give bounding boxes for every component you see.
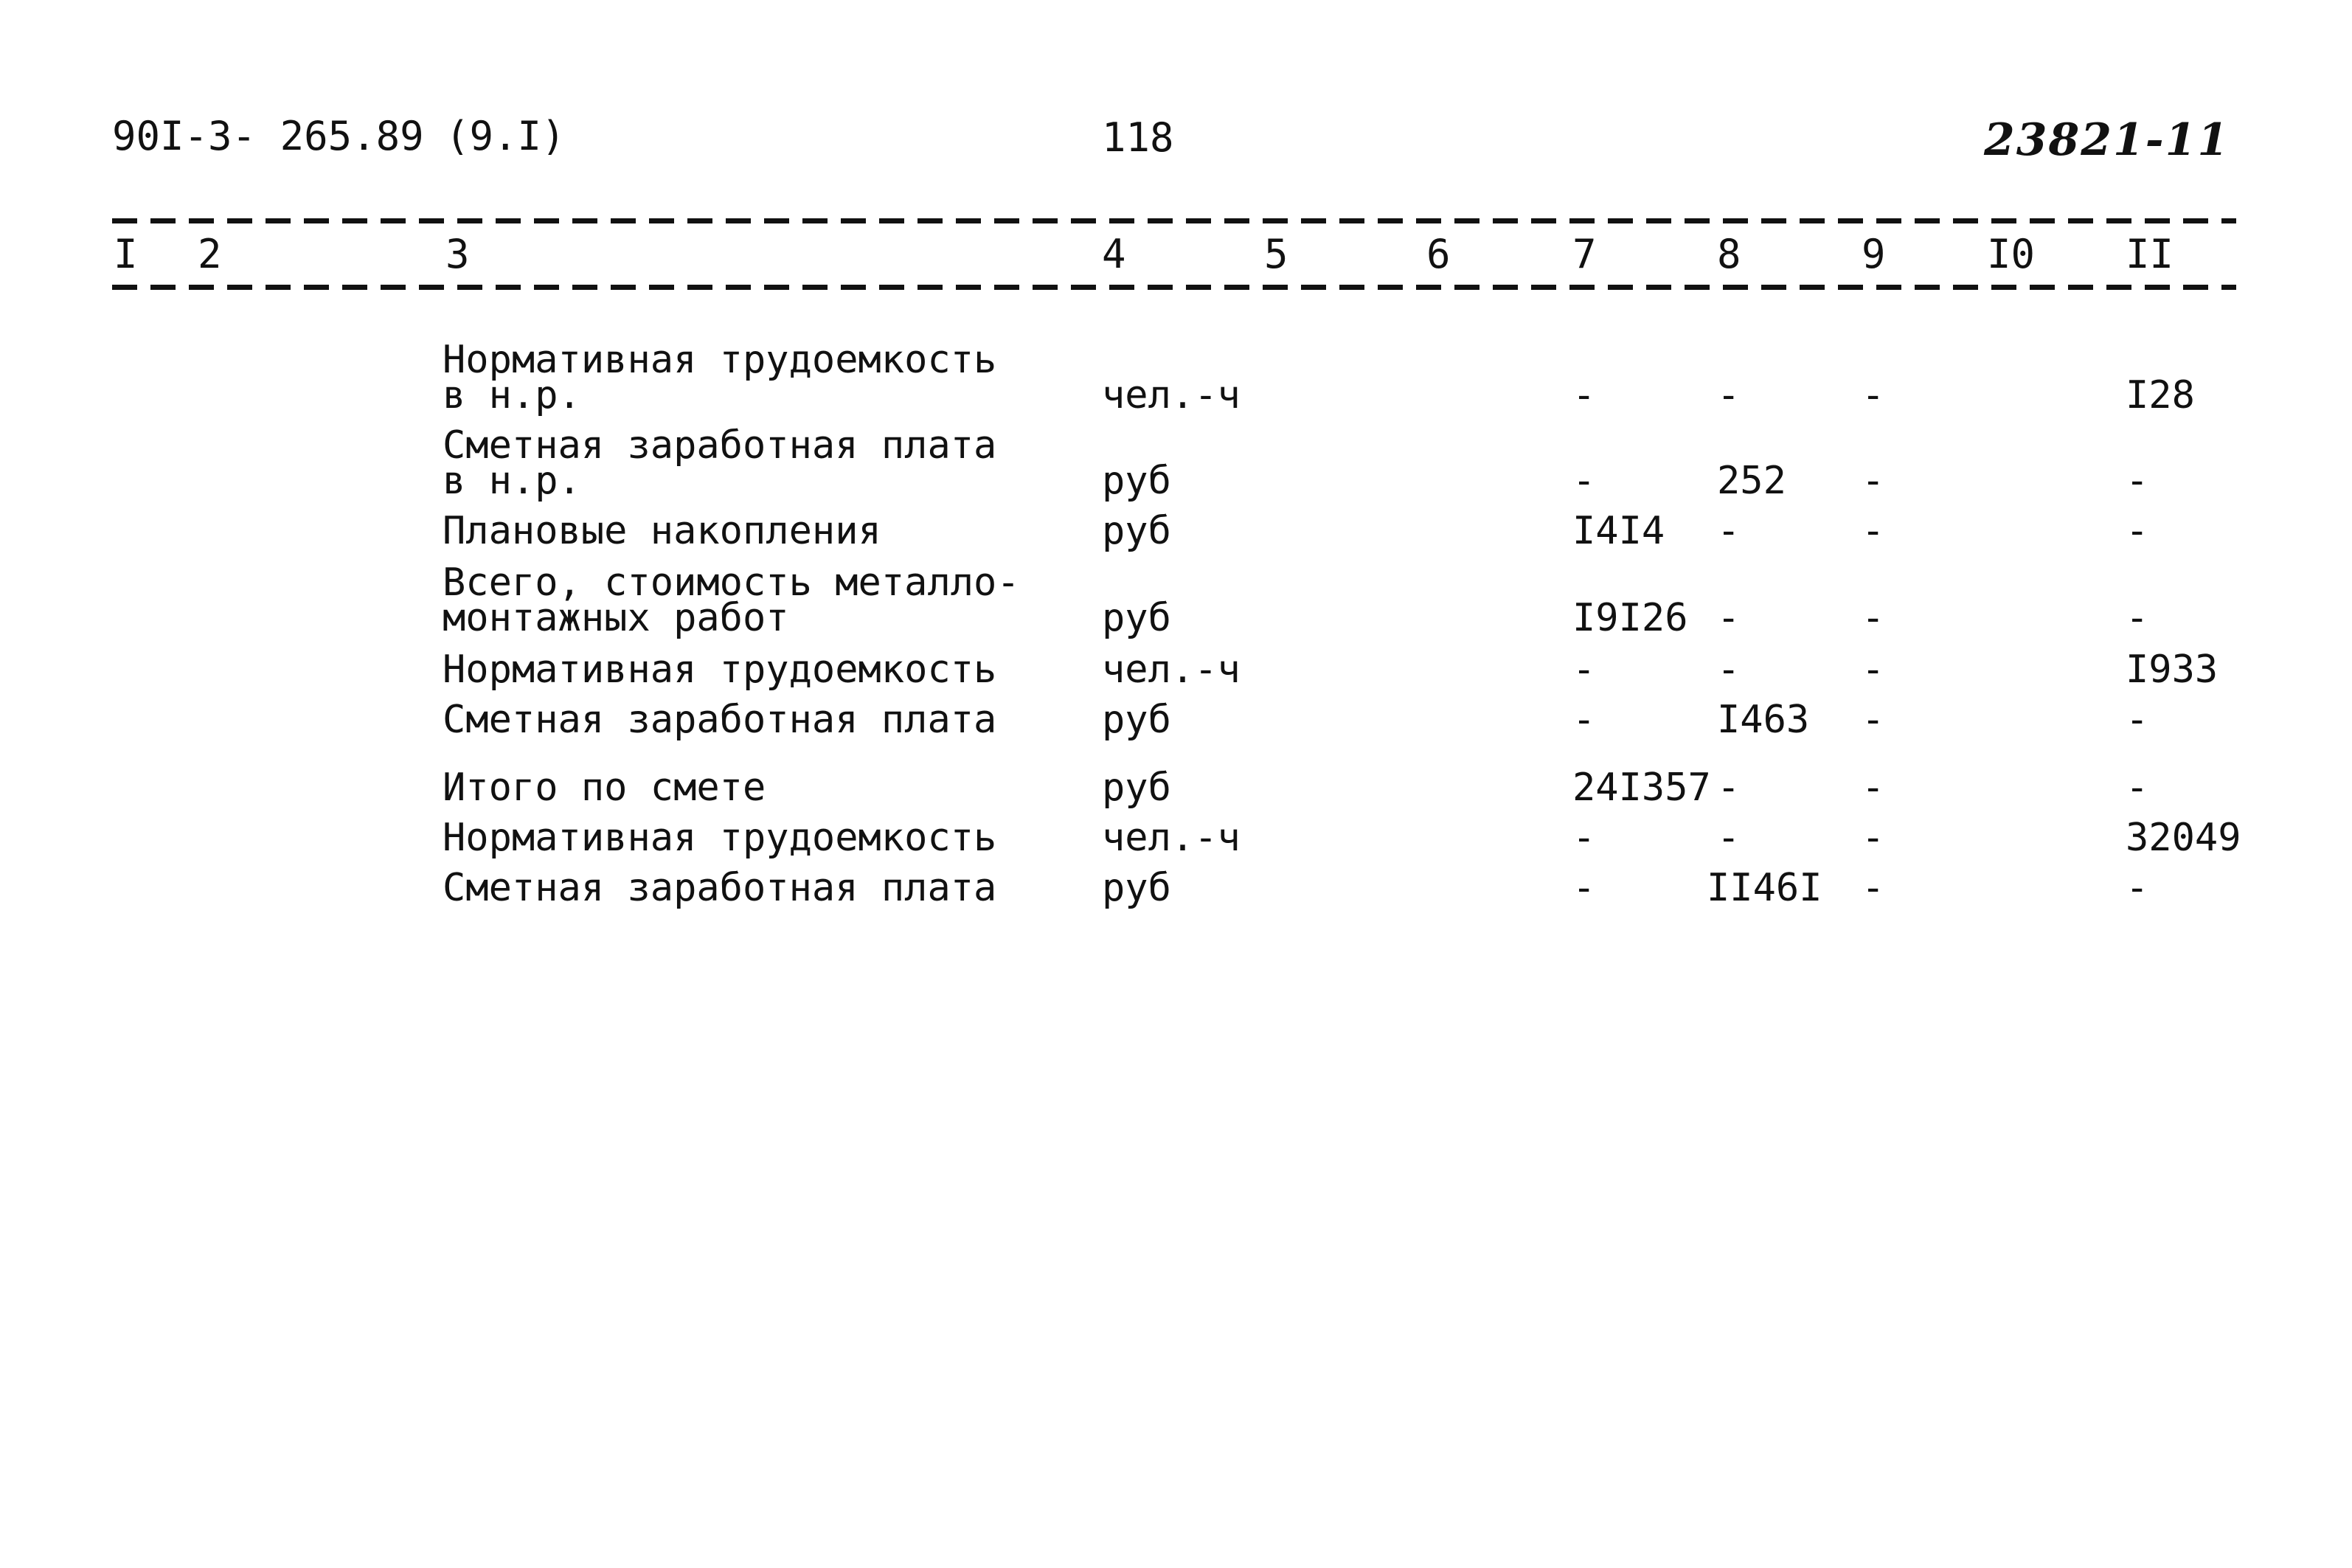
row-unit: руб <box>1102 509 1171 553</box>
row-name: Сметная заработная плата <box>443 866 997 910</box>
row-unit: руб <box>1102 766 1171 810</box>
row-col7: - <box>1572 866 1596 910</box>
row-col8: - <box>1717 596 1741 640</box>
row-col9: - <box>1862 766 1885 810</box>
row-unit: чел.-ч <box>1102 816 1241 860</box>
row-col11: I28 <box>2126 373 2195 417</box>
row-col11: - <box>2126 509 2149 553</box>
row-col8: - <box>1717 648 1741 692</box>
row-col9: - <box>1862 698 1885 742</box>
row-name: Всего, стоимость металло- <box>443 561 1020 605</box>
row-unit: руб <box>1102 459 1171 503</box>
row-unit: чел.-ч <box>1102 648 1241 692</box>
row-col8: I463 <box>1717 698 1810 742</box>
row-col8: 252 <box>1717 459 1786 503</box>
section-number: (9.I) <box>445 113 566 159</box>
row-name: Итого по смете <box>443 766 766 810</box>
row-name: Сметная заработная плата <box>443 423 997 468</box>
column-number: 3 <box>445 231 470 277</box>
row-name: Нормативная трудоемкость <box>443 816 997 860</box>
table-top-rule <box>112 218 2236 223</box>
column-number: 8 <box>1717 231 1741 277</box>
row-col11: - <box>2126 866 2149 910</box>
row-col7: - <box>1572 648 1596 692</box>
row-col9: - <box>1862 816 1885 860</box>
row-name-continued: монтажных работ <box>443 596 789 640</box>
row-col8: - <box>1717 509 1741 553</box>
column-number: 9 <box>1862 231 1886 277</box>
row-col9: - <box>1862 648 1885 692</box>
row-name-continued: в н.р. <box>443 373 581 417</box>
row-col11: 32049 <box>2126 816 2241 860</box>
document-code: 90I-3- 265.89 <box>112 113 424 159</box>
table-header-rule <box>112 285 2236 290</box>
row-col7: I9I26 <box>1572 596 1688 640</box>
row-col9: - <box>1862 596 1885 640</box>
column-number: I <box>114 231 138 277</box>
row-col9: - <box>1862 373 1885 417</box>
row-col11: - <box>2126 459 2149 503</box>
row-name: Сметная заработная плата <box>443 698 997 742</box>
row-col8: - <box>1717 373 1741 417</box>
inventory-number: 23821-11 <box>1984 114 2230 166</box>
column-number: 7 <box>1572 231 1597 277</box>
row-unit: руб <box>1102 698 1171 742</box>
row-col7: I4I4 <box>1572 509 1665 553</box>
row-unit: чел.-ч <box>1102 373 1241 417</box>
row-col9: - <box>1862 509 1885 553</box>
row-name: Нормативная трудоемкость <box>443 648 997 692</box>
row-col9: - <box>1862 459 1885 503</box>
row-col8: - <box>1717 766 1741 810</box>
row-unit: руб <box>1102 596 1171 640</box>
column-number: 5 <box>1264 231 1288 277</box>
row-unit: руб <box>1102 866 1171 910</box>
row-col7: 24I357 <box>1572 766 1711 810</box>
row-name: Нормативная трудоемкость <box>443 338 997 382</box>
column-number: 2 <box>198 231 222 277</box>
column-number: II <box>2126 231 2174 277</box>
row-col7: - <box>1572 459 1596 503</box>
row-col9: - <box>1862 866 1885 910</box>
row-col7: - <box>1572 816 1596 860</box>
page-number: 118 <box>1102 114 1174 161</box>
row-name-continued: в н.р. <box>443 459 581 503</box>
row-col7: - <box>1572 373 1596 417</box>
row-col11: - <box>2126 596 2149 640</box>
row-col8: II46I <box>1707 866 1822 910</box>
row-name: Плановые накопления <box>443 509 881 553</box>
row-col11: I933 <box>2126 648 2219 692</box>
column-number: I0 <box>1987 231 2036 277</box>
column-number: 6 <box>1426 231 1451 277</box>
row-col8: - <box>1717 816 1741 860</box>
row-col11: - <box>2126 698 2149 742</box>
row-col7: - <box>1572 698 1596 742</box>
row-col11: - <box>2126 766 2149 810</box>
column-number: 4 <box>1102 231 1126 277</box>
